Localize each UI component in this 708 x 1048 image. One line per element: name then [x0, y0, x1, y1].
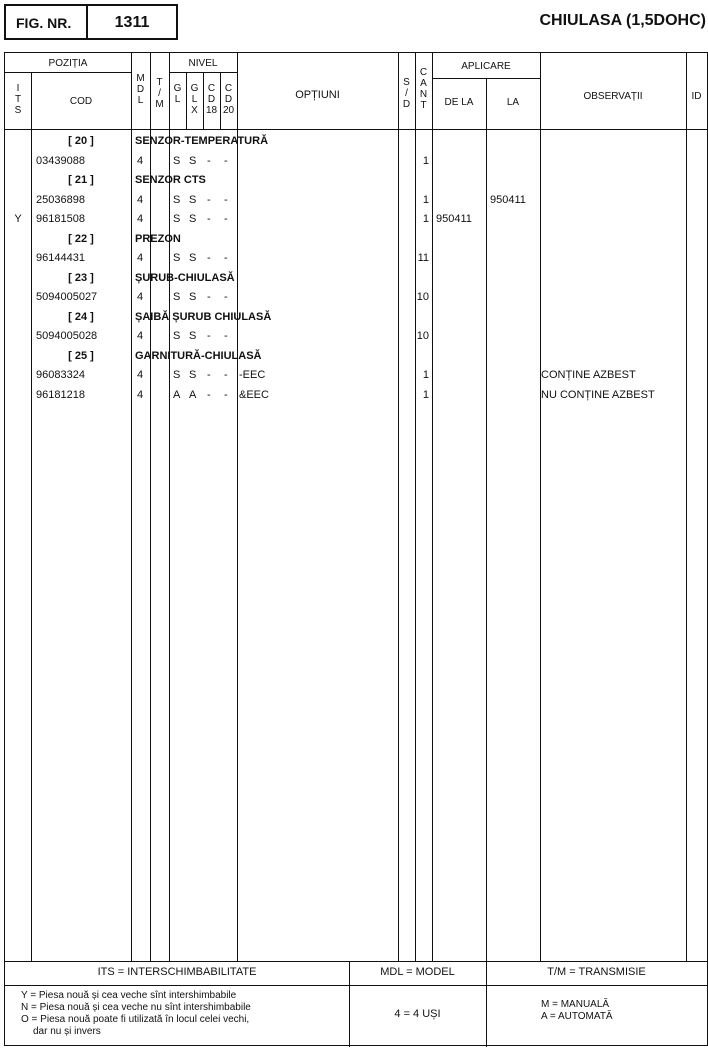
col-line [486, 78, 487, 961]
legend-tm-automat: A = AUTOMATĂ [541, 1011, 613, 1022]
group-position: [ 21 ] [68, 174, 94, 186]
rule [5, 72, 131, 73]
group-position: [ 20 ] [68, 135, 94, 147]
header-bottom-rule [5, 129, 707, 130]
glx-value: S [189, 193, 197, 206]
legend-its-o: O = Piesa nouă poate fi utilizată în locul celei vechi, [21, 1014, 250, 1025]
group-name: ȘURUB-CHIULASĂ [135, 271, 235, 284]
group-name: GARNITURĂ-CHIULASĂ [135, 349, 262, 362]
footer-top-rule [5, 961, 707, 962]
gl-value: S [173, 213, 181, 225]
cd20-value: - [224, 330, 228, 342]
glx-value: S [189, 213, 197, 225]
header-nivel: NIVEL [188, 58, 218, 69]
legend-its-n: N = Piesa nouă și cea veche nu sînt intershimbabile [21, 1002, 251, 1013]
legend-its-y: Y = Piesa nouă și cea veche sînt intershimbabile [21, 990, 237, 1001]
gl-value: S [173, 154, 181, 167]
header-glx: G L X [190, 83, 199, 116]
footer-mid-rule [5, 985, 707, 986]
header-pozitia: POZIȚIA [48, 58, 88, 69]
col-line [540, 53, 541, 961]
header-de-la: DE LA [444, 97, 474, 108]
header-observatii: OBSERVAȚII [583, 91, 643, 102]
cd20-value: - [224, 193, 228, 206]
group-name: ȘAIBĂ ȘURUB CHIULASĂ [135, 310, 272, 323]
header-cd18: C D 18 [205, 83, 218, 116]
quantity-value: 1 [422, 388, 429, 401]
quantity-value: 1 [422, 213, 429, 225]
cd18-value: - [207, 213, 211, 225]
header-cod: COD [69, 96, 93, 107]
glx-value: S [189, 252, 197, 264]
header-aplicare: APLICARE [461, 61, 511, 72]
header-tm: T / M [155, 77, 164, 110]
col-line [150, 53, 151, 961]
option-value: &EEC [239, 388, 269, 401]
gl-value: S [173, 369, 181, 381]
col-line [131, 53, 132, 961]
mdl-value: 4 [137, 213, 144, 225]
legend-tm-manual: M = MANUALĂ [541, 999, 610, 1010]
mdl-value: 4 [137, 330, 144, 342]
header-cd20: C D 20 [222, 83, 235, 116]
cd18-value: - [207, 154, 211, 167]
gl-value: A [173, 388, 181, 401]
from-date: 950411 [436, 213, 472, 225]
legend-its-title: ITS = INTERSCHIMBABILITATE [97, 966, 257, 978]
mdl-value: 4 [137, 252, 144, 264]
header-sd: S / D [402, 77, 411, 110]
mdl-value: 4 [137, 154, 144, 167]
glx-value: S [189, 330, 197, 342]
col-line [169, 53, 170, 961]
quantity-value: 11 [417, 252, 429, 264]
cd18-value: - [207, 388, 211, 401]
part-code: 5094005028 [36, 330, 98, 342]
glx-value: A [189, 388, 197, 401]
observation: NU CONȚINE AZBEST [541, 388, 655, 401]
mdl-value: 4 [137, 291, 144, 303]
part-code: 96144431 [36, 252, 85, 264]
header-cant: C A N T [419, 67, 428, 111]
part-code: 96181508 [36, 213, 85, 225]
to-date: 950411 [490, 193, 526, 206]
header-its: I T S [14, 83, 22, 116]
gl-value: S [173, 252, 181, 264]
glx-value: S [189, 291, 197, 303]
col-line [31, 72, 32, 961]
page-title: CHIULASA (1,5DOHC) [539, 12, 706, 29]
mdl-value: 4 [137, 369, 144, 381]
cd18-value: - [207, 193, 211, 206]
cd18-value: - [207, 369, 211, 381]
cd20-value: - [224, 252, 228, 264]
legend-its-o-cont: dar nu și invers [33, 1026, 101, 1037]
quantity-value: 1 [422, 154, 429, 167]
legend-mdl-title: MDL = MODEL [380, 966, 455, 978]
legend-tm-title: T/M = TRANSMISIE [547, 966, 646, 978]
col-line [415, 53, 416, 961]
cd18-value: - [207, 291, 211, 303]
group-position: [ 24 ] [68, 310, 94, 323]
cd20-value: - [224, 291, 228, 303]
col-line [686, 53, 687, 961]
legend-mdl-value: 4 = 4 UȘI [394, 1008, 441, 1020]
group-position: [ 25 ] [68, 349, 94, 362]
figure-number: 1311 [114, 14, 150, 31]
group-position: [ 23 ] [68, 271, 94, 284]
cd20-value: - [224, 154, 228, 167]
figure-label: FIG. NR. [16, 15, 72, 31]
parts-table [4, 52, 708, 1046]
part-code: 5094005027 [36, 291, 98, 303]
header-mdl: M D L [136, 73, 145, 106]
mdl-value: 4 [137, 388, 144, 401]
part-code: 96181218 [36, 388, 85, 401]
cd20-value: - [224, 369, 228, 381]
its-value: Y [14, 213, 22, 225]
gl-value: S [173, 291, 181, 303]
part-code: 03439088 [36, 154, 85, 167]
cd18-value: - [207, 330, 211, 342]
gl-value: S [173, 330, 181, 342]
cd18-value: - [207, 252, 211, 264]
quantity-value: 10 [416, 330, 429, 342]
group-name: SENZOR CTS [135, 174, 206, 186]
mdl-value: 4 [137, 193, 144, 206]
header-optiuni: OPȚIUNI [295, 89, 340, 101]
quantity-value: 10 [416, 291, 429, 303]
cd20-value: - [224, 388, 228, 401]
group-position: [ 22 ] [68, 232, 94, 245]
observation: CONȚINE AZBEST [541, 369, 636, 381]
quantity-value: 1 [422, 369, 429, 381]
col-line [237, 53, 238, 961]
header-id: ID [691, 91, 702, 102]
col-line [432, 53, 433, 961]
group-name: SENZOR-TEMPERATURĂ [135, 135, 269, 147]
header-la: LA [506, 97, 520, 108]
part-code: 25036898 [36, 193, 85, 206]
header-gl: G L [173, 83, 182, 105]
option-value: -EEC [239, 369, 266, 381]
quantity-value: 1 [422, 193, 429, 206]
group-name: PREZON [135, 232, 181, 245]
part-code: 96083324 [36, 369, 85, 381]
figure-number-box [4, 4, 178, 40]
gl-value: S [173, 193, 181, 206]
glx-value: S [189, 154, 197, 167]
glx-value: S [189, 369, 197, 381]
cd20-value: - [224, 213, 228, 225]
col-line [398, 53, 399, 961]
